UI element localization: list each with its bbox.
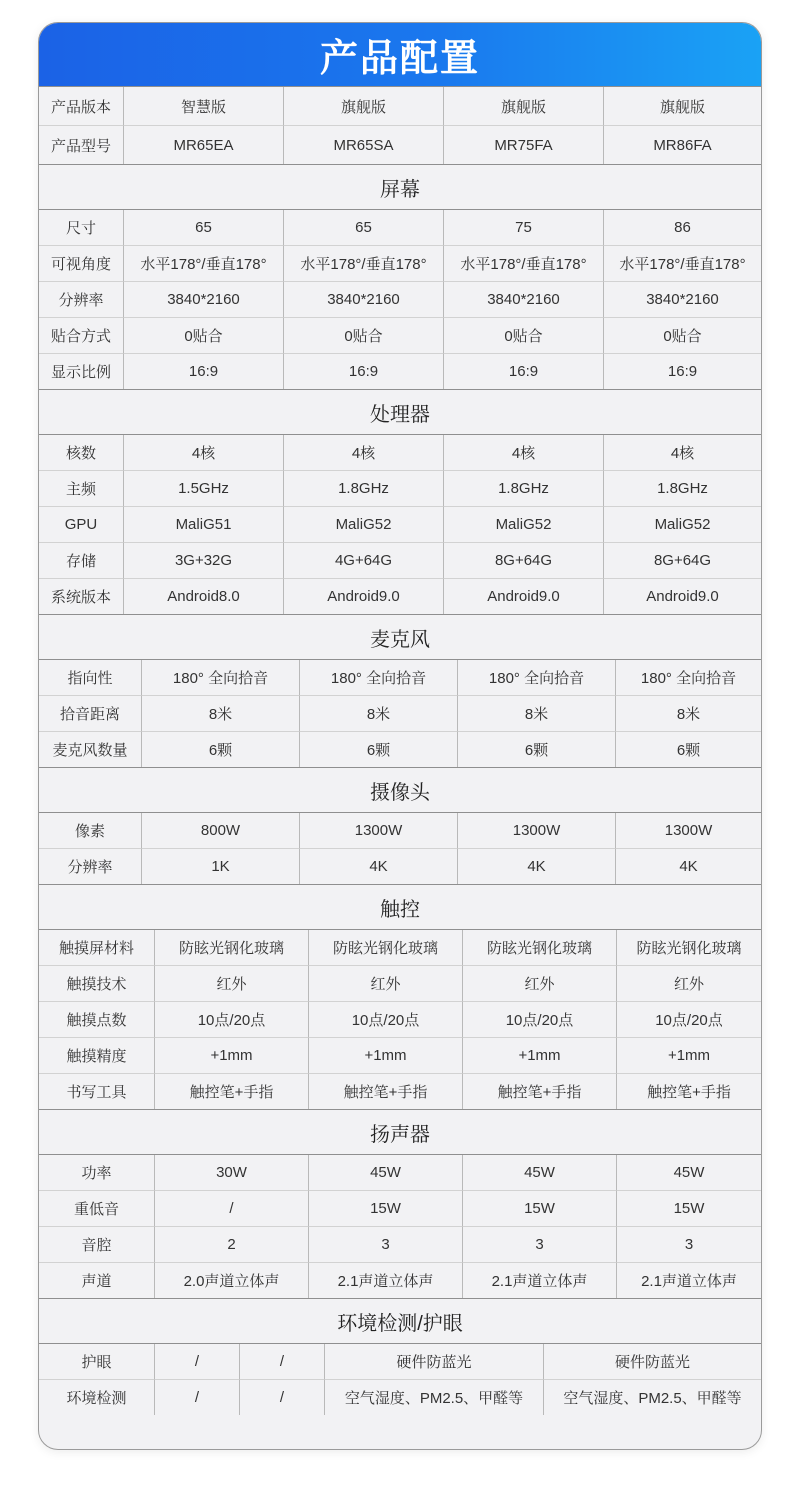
table-cell: 4K: [679, 858, 698, 875]
row-label: 护眼: [39, 1344, 155, 1380]
section-title: 触控: [39, 884, 761, 930]
table-cell: 3840*2160: [444, 282, 604, 318]
table-cell: 0贴合: [604, 318, 761, 354]
table-cell: MaliG52: [444, 507, 604, 543]
table-cell: 红外: [155, 966, 309, 1002]
card-header: [39, 23, 761, 86]
row-label: 书写工具: [39, 1074, 155, 1109]
table-cell: 防眩光钢化玻璃: [617, 930, 761, 966]
table-cell: 15W: [463, 1191, 617, 1227]
row-label: 触摸屏材料: [39, 930, 155, 966]
row-label: 产品型号: [39, 126, 124, 164]
table-cell: 3G+32G: [124, 543, 284, 579]
table-cell: 65: [124, 210, 284, 246]
table-cell: /: [155, 1344, 240, 1380]
table-cell: 16:9: [444, 354, 604, 389]
table-cell: 1.8GHz: [444, 471, 604, 507]
section-title: 屏幕: [39, 164, 761, 210]
table-cell: +1mm: [463, 1038, 617, 1074]
table-cell: 2.1声道立体声: [641, 1273, 737, 1290]
table-cell: 4核: [444, 435, 604, 471]
table-cell: 红外: [617, 966, 761, 1002]
row-label: 分辨率: [39, 282, 124, 318]
table-cell: +1mm: [617, 1038, 761, 1074]
row-label: 环境检测: [39, 1380, 155, 1415]
table-cell: 1.8GHz: [604, 471, 761, 507]
table-rows: [39, 210, 761, 389]
table-cell: 10点/20点: [309, 1002, 463, 1038]
row-label: 产品版本: [39, 87, 124, 126]
table-cell: Android9.0: [444, 579, 604, 614]
section-title: 摄像头: [39, 767, 761, 813]
table-cell: 硬件防蓝光: [544, 1344, 761, 1380]
table-cell: 8米: [616, 696, 761, 732]
table-cell: 30W: [155, 1155, 309, 1191]
spec-table: [39, 86, 761, 1415]
row-label: 拾音距离: [39, 696, 142, 732]
row-label: 主频: [39, 471, 124, 507]
table-cell: 8米: [458, 696, 616, 732]
table-cell: MR86FA: [653, 136, 712, 154]
table-cell: MaliG52: [604, 507, 761, 543]
table-cell: 180° 全向拾音: [616, 660, 761, 696]
table-cell: 水平178°/垂直178°: [284, 246, 444, 282]
table-cell: 2.1声道立体声: [309, 1263, 463, 1298]
section-title: 扬声器: [39, 1109, 761, 1155]
row-label: 可视角度: [39, 246, 124, 282]
page-title: 产品配置: [319, 38, 480, 80]
table-cell: 触控笔+手指: [309, 1074, 463, 1109]
table-cell: 4K: [458, 849, 616, 884]
row-label: 重低音: [39, 1191, 155, 1227]
table-cell: 触控笔+手指: [647, 1084, 731, 1101]
row-label: 存储: [39, 543, 124, 579]
table-cell: 3: [617, 1227, 761, 1263]
table-cell: MR65SA: [284, 126, 444, 164]
table-cell: 2.0声道立体声: [155, 1263, 309, 1298]
table-cell: 1300W: [458, 813, 616, 849]
table-cell: 4核: [604, 435, 761, 471]
spec-card: [38, 22, 762, 1450]
table-cell: 0贴合: [284, 318, 444, 354]
row-label: 功率: [39, 1155, 155, 1191]
table-cell: 8米: [300, 696, 458, 732]
table-cell: MR65EA: [124, 126, 284, 164]
table-cell: 1.8GHz: [284, 471, 444, 507]
table-cell: Android9.0: [646, 588, 719, 605]
table-cell: 8G+64G: [444, 543, 604, 579]
table-cell: 3840*2160: [604, 282, 761, 318]
table-cell: 1.5GHz: [124, 471, 284, 507]
table-cell: 8米: [142, 696, 300, 732]
table-rows: [39, 435, 761, 614]
row-label: 像素: [39, 813, 142, 849]
table-cell: 4K: [300, 849, 458, 884]
table-cell: 75: [444, 210, 604, 246]
table-cell: 6颗: [142, 732, 300, 767]
table-cell: 3840*2160: [284, 282, 444, 318]
table-rows: [39, 1155, 761, 1298]
table-cell: 硬件防蓝光: [325, 1344, 544, 1380]
table-cell: 180° 全向拾音: [142, 660, 300, 696]
table-cell: /: [155, 1191, 309, 1227]
table-cell: 水平178°/垂直178°: [124, 246, 284, 282]
table-cell: 智慧版: [124, 87, 284, 126]
table-cell: 水平178°/垂直178°: [604, 246, 761, 282]
table-cell: 3: [463, 1227, 617, 1263]
table-cell: 10点/20点: [617, 1002, 761, 1038]
table-cell: 3840*2160: [124, 282, 284, 318]
table-cell: 180° 全向拾音: [458, 660, 616, 696]
section-title: 环境检测/护眼: [39, 1298, 761, 1344]
row-label: 分辨率: [39, 849, 142, 884]
table-cell: 触控笔+手指: [463, 1074, 617, 1109]
row-label: 触摸技术: [39, 966, 155, 1002]
table-cell: 3: [309, 1227, 463, 1263]
table-cell: 15W: [617, 1191, 761, 1227]
table-cell: +1mm: [309, 1038, 463, 1074]
table-cell: +1mm: [155, 1038, 309, 1074]
table-cell: 4核: [284, 435, 444, 471]
row-label: 系统版本: [39, 579, 124, 614]
row-label: 声道: [39, 1263, 155, 1298]
table-rows: [39, 813, 761, 884]
section-title: 麦克风: [39, 614, 761, 660]
table-cell: 旗舰版: [444, 87, 604, 126]
row-label: GPU: [39, 507, 124, 543]
table-cell: 防眩光钢化玻璃: [309, 930, 463, 966]
table-cell: 旗舰版: [284, 87, 444, 126]
table-cell: 6颗: [676, 742, 701, 759]
table-cell: 10点/20点: [463, 1002, 617, 1038]
row-label: 显示比例: [39, 354, 124, 389]
table-cell: 16:9: [124, 354, 284, 389]
row-label: 音腔: [39, 1227, 155, 1263]
table-cell: 红外: [463, 966, 617, 1002]
table-cell: 65: [284, 210, 444, 246]
row-label: 触摸点数: [39, 1002, 155, 1038]
table-cell: MaliG51: [124, 507, 284, 543]
table-cell: 旗舰版: [604, 87, 761, 126]
table-cell: 2: [155, 1227, 309, 1263]
table-cell: 800W: [142, 813, 300, 849]
table-rows: [39, 660, 761, 767]
row-label: 尺寸: [39, 210, 124, 246]
table-cell: 防眩光钢化玻璃: [155, 930, 309, 966]
table-cell: 6颗: [300, 732, 458, 767]
table-rows: [39, 930, 761, 1109]
table-cell: 16:9: [667, 363, 698, 380]
row-label: 贴合方式: [39, 318, 124, 354]
table-cell: 180° 全向拾音: [300, 660, 458, 696]
table-cell: 6颗: [458, 732, 616, 767]
table-cell: /: [155, 1380, 240, 1415]
table-cell: 4核: [124, 435, 284, 471]
table-cell: 10点/20点: [155, 1002, 309, 1038]
table-cell: 45W: [617, 1155, 761, 1191]
table-cell: 1300W: [300, 813, 458, 849]
table-cell: 8G+64G: [604, 543, 761, 579]
table-cell: 15W: [309, 1191, 463, 1227]
table-cell: MR75FA: [444, 126, 604, 164]
table-cell: MaliG52: [284, 507, 444, 543]
section-title: 处理器: [39, 389, 761, 435]
table-cell: /: [240, 1380, 325, 1415]
table-cell: 1K: [142, 849, 300, 884]
table-cell: 空气湿度、PM2.5、甲醛等: [563, 1390, 742, 1407]
table-cell: 4G+64G: [284, 543, 444, 579]
table-cell: 防眩光钢化玻璃: [463, 930, 617, 966]
row-label: 核数: [39, 435, 124, 471]
table-cell: 触控笔+手指: [155, 1074, 309, 1109]
table-cell: 0贴合: [124, 318, 284, 354]
table-rows: [39, 86, 761, 164]
table-rows: [39, 1344, 761, 1415]
table-cell: 45W: [463, 1155, 617, 1191]
table-cell: 0贴合: [444, 318, 604, 354]
table-cell: 空气湿度、PM2.5、甲醛等: [325, 1380, 544, 1415]
table-cell: 45W: [309, 1155, 463, 1191]
table-cell: 86: [604, 210, 761, 246]
row-label: 指向性: [39, 660, 142, 696]
table-cell: Android9.0: [284, 579, 444, 614]
table-cell: 16:9: [284, 354, 444, 389]
table-cell: 红外: [309, 966, 463, 1002]
table-cell: 2.1声道立体声: [463, 1263, 617, 1298]
table-cell: 水平178°/垂直178°: [444, 246, 604, 282]
table-cell: /: [240, 1344, 325, 1380]
row-label: 触摸精度: [39, 1038, 155, 1074]
row-label: 麦克风数量: [39, 732, 142, 767]
table-cell: Android8.0: [124, 579, 284, 614]
table-cell: 1300W: [616, 813, 761, 849]
